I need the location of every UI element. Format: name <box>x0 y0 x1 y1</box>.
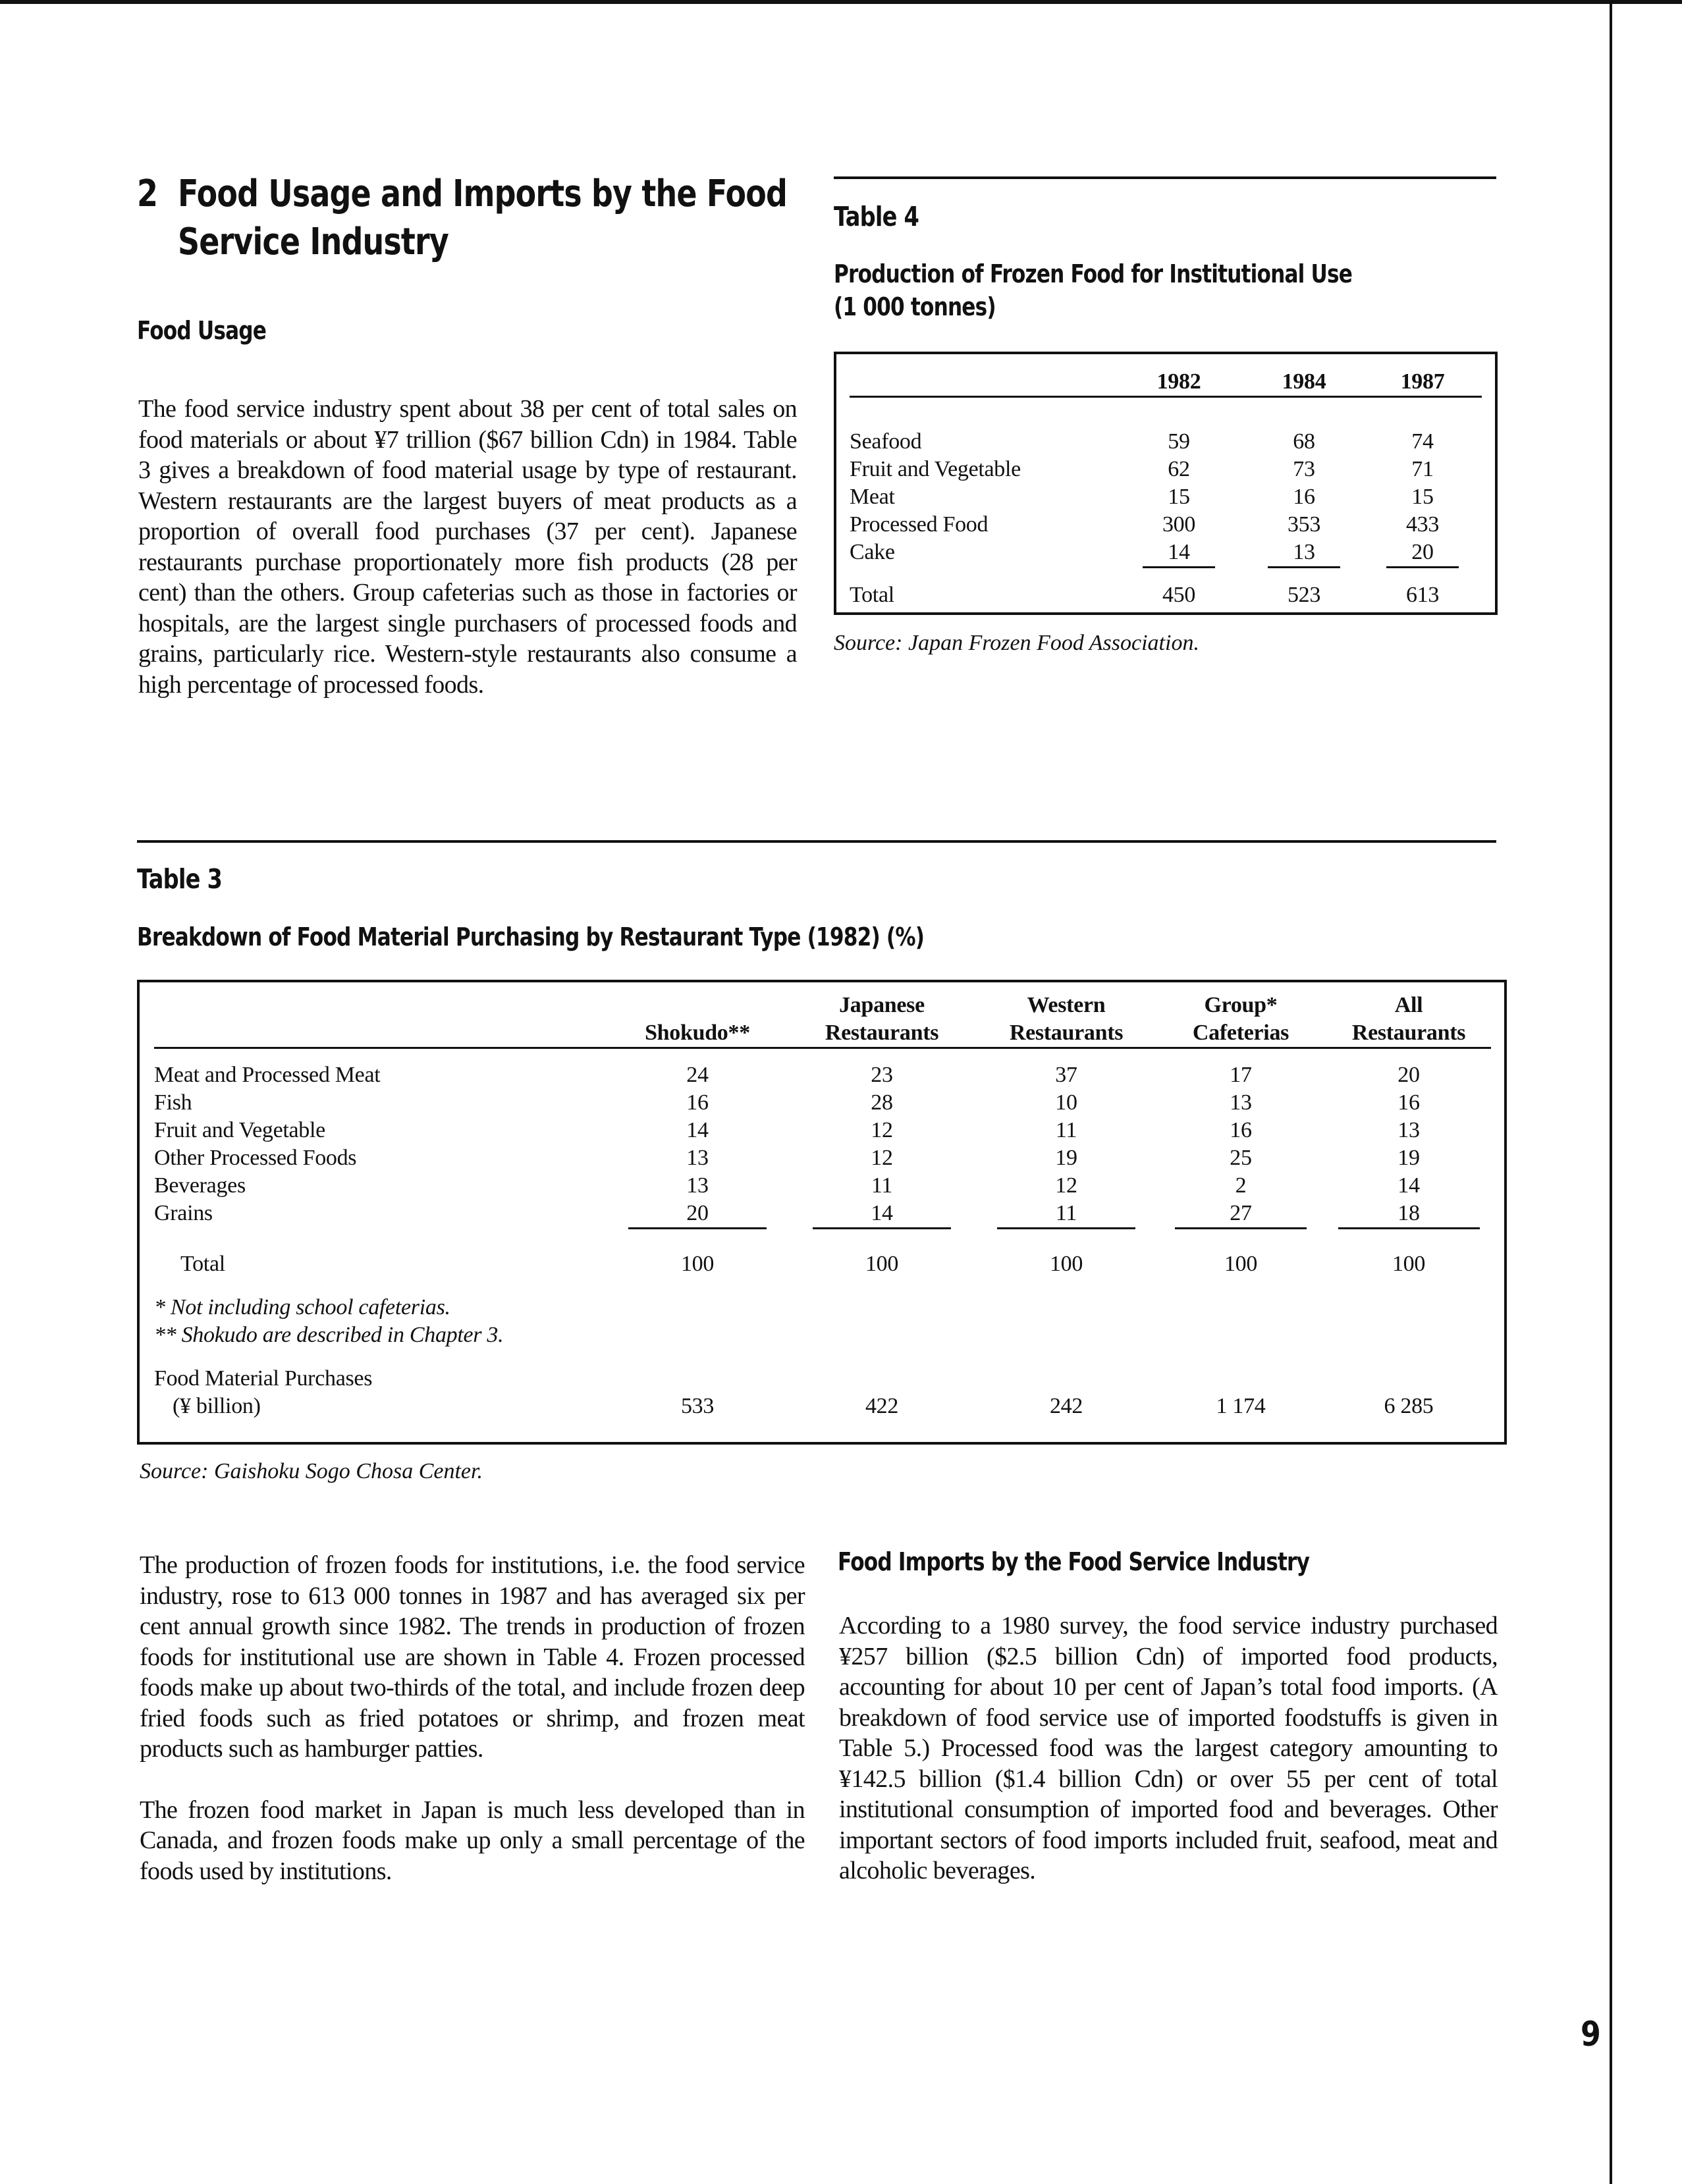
cell: 523 <box>1287 583 1321 607</box>
spacer <box>154 1349 1491 1365</box>
cell: 19 <box>1055 1145 1077 1170</box>
table-row-purchases <box>154 1393 1491 1420</box>
table4-col-1984: 1984 <box>1282 369 1326 394</box>
header-line2: Restaurants <box>1351 1021 1466 1045</box>
cell <box>977 1200 1155 1229</box>
cell: 25 <box>1230 1145 1252 1170</box>
table-row-total <box>154 1250 1491 1278</box>
table4-header-divider <box>850 396 1482 428</box>
food-usage-text <box>138 394 797 700</box>
table3-col-shokudo <box>609 992 786 1048</box>
cell <box>1245 539 1363 568</box>
cell: 68 <box>1293 429 1315 454</box>
cell: 59 <box>1168 429 1190 454</box>
cell <box>1155 1200 1326 1229</box>
table-row <box>850 539 1482 568</box>
row-label: Processed Food <box>850 512 989 537</box>
cell: 16 <box>1230 1117 1252 1142</box>
cell: 242 <box>1049 1393 1083 1418</box>
table3-box <box>137 980 1507 1445</box>
header-line1: Western <box>1027 993 1106 1017</box>
cell <box>1113 539 1245 568</box>
row-label: Total <box>180 1251 225 1276</box>
table3-top-rule <box>137 840 1496 843</box>
table4-header-empty <box>850 365 1113 396</box>
table3-label: Table 3 <box>137 863 223 895</box>
row-label: Fruit and Vegetable <box>154 1117 325 1142</box>
cell: 100 <box>865 1251 899 1276</box>
cell-value: 13 <box>1268 539 1340 568</box>
cell: 15 <box>1168 485 1190 509</box>
table4-col-1982: 1982 <box>1156 369 1201 394</box>
table-row <box>154 1117 1491 1144</box>
row-label: Seafood <box>850 429 922 454</box>
cell: 353 <box>1287 512 1321 537</box>
frozen-food-paragraph-1: The production of frozen foods for institutions, i.e. the food service industry, rose to 613 000 tonnes in 1987 and has averaged six per cent annual growth since 1982. The trends in production of frozen foods for institutional use are shown in Table 4. Frozen processed foods make up about two-thirds of the total, and include frozen deep fried foods such as fried potatoes or shrimp, and frozen meat products such as hamburger patties. <box>140 1551 805 1763</box>
table-row <box>154 1144 1491 1172</box>
spacer <box>850 568 1482 581</box>
page-right-border <box>1610 0 1612 2184</box>
cell: 433 <box>1405 512 1440 537</box>
cell: 16 <box>1293 485 1315 509</box>
cell: 100 <box>1392 1251 1426 1276</box>
table4-source: Source: Japan Frozen Food Association. <box>834 631 1199 655</box>
row-label: Meat and Processed Meat <box>154 1062 381 1087</box>
cell: 11 <box>1055 1117 1077 1142</box>
table4-col-1987: 1987 <box>1400 369 1445 394</box>
header-line2: Restaurants <box>1009 1021 1124 1045</box>
cell: 100 <box>680 1251 715 1276</box>
table-row <box>850 511 1482 539</box>
table3-header-divider <box>154 1048 1491 1061</box>
header-line2: Restaurants <box>825 1021 939 1045</box>
table3-col-all <box>1326 992 1491 1048</box>
cell: 17 <box>1230 1062 1252 1087</box>
table4-title-line1: Production of Frozen Food for Institutional Use <box>834 259 1353 288</box>
table3-col-group <box>1155 992 1326 1048</box>
cell: 6 285 <box>1384 1393 1434 1418</box>
table4-top-rule <box>834 176 1496 179</box>
table3-col-japanese <box>786 992 977 1048</box>
footnote-school-cafeterias: * Not including school cafeterias. <box>154 1294 450 1319</box>
cell: 62 <box>1168 457 1190 481</box>
section-title-line1: Food Usage and Imports by the Food <box>178 173 788 215</box>
table3-title: Breakdown of Food Material Purchasing by Restaurant Type (1982) (%) <box>137 922 925 951</box>
cell: 533 <box>680 1393 715 1418</box>
row-label: Cake <box>850 540 895 564</box>
frozen-food-text <box>140 1550 805 1886</box>
table3-header-empty <box>154 992 609 1048</box>
cell-value: 14 <box>813 1200 951 1229</box>
table-row <box>850 428 1482 456</box>
table-row <box>850 483 1482 511</box>
cell: 100 <box>1049 1251 1083 1276</box>
row-label: Grains <box>154 1200 213 1225</box>
frozen-food-paragraph-2: The frozen food market in Japan is much less developed than in Canada, and frozen foods make up only a small percentage of the foods used by institutions. <box>140 1796 805 1885</box>
cell <box>786 1200 977 1229</box>
footnote-shokudo: ** Shokudo are described in Chapter 3. <box>154 1322 504 1347</box>
cell: 16 <box>1397 1090 1420 1115</box>
spacer <box>154 1278 1491 1294</box>
cell: 14 <box>1397 1173 1420 1198</box>
spacer <box>154 1229 1491 1250</box>
cell <box>1363 539 1482 568</box>
row-label: Fish <box>154 1090 192 1115</box>
cell: 20 <box>1397 1062 1420 1087</box>
cell: 422 <box>865 1393 899 1418</box>
cell: 13 <box>1397 1117 1420 1142</box>
row-label: Total <box>850 583 894 607</box>
cell: 100 <box>1224 1251 1258 1276</box>
page-number: 9 <box>1581 2015 1601 2054</box>
food-imports-heading: Food Imports by the Food Service Industry <box>838 1547 1310 1576</box>
cell: 24 <box>686 1062 709 1087</box>
cell: 14 <box>686 1117 709 1142</box>
table4-box <box>834 352 1498 615</box>
cell: 23 <box>871 1062 893 1087</box>
row-label: Other Processed Foods <box>154 1145 357 1170</box>
cell-value: 14 <box>1143 539 1215 568</box>
cell: 19 <box>1397 1145 1420 1170</box>
cell: 11 <box>871 1173 893 1198</box>
cell: 74 <box>1411 429 1434 454</box>
table-row <box>154 1200 1491 1229</box>
cell: 15 <box>1411 485 1434 509</box>
cell: 73 <box>1293 457 1315 481</box>
cell: 2 <box>1235 1173 1247 1198</box>
cell: 13 <box>1230 1090 1252 1115</box>
cell-value: 27 <box>1175 1200 1307 1229</box>
food-usage-heading: Food Usage <box>137 316 267 345</box>
food-usage-paragraph: The food service industry spent about 38 per cent of total sales on food materials or about ¥7 trillion ($67 billion Cdn) in 1984. Table 3 gives a breakdown of food material usage by type of restaurant. Western restaurants are the largest buyers of meat products as a proportion of overall food purchases (37 per cent). Japanese restaurants purchase proportionately more fish products (28 per cent) than the others. Group cafeterias such as those in factories or hospitals, are the largest single purchasers of processed foods and grains, particularly rice. Western-style restaurants also consume a high percentage of processed foods. <box>138 395 797 699</box>
cell: 1 174 <box>1216 1393 1266 1418</box>
header-line1: All <box>1394 993 1423 1017</box>
table3 <box>154 992 1491 1420</box>
header-line1: Japanese <box>839 993 925 1017</box>
table4-label: Table 4 <box>834 201 919 232</box>
row-label: Fruit and Vegetable <box>850 457 1021 481</box>
cell: 450 <box>1162 583 1196 607</box>
table-row <box>154 1061 1491 1089</box>
page-top-border <box>0 0 1682 4</box>
cell: 71 <box>1411 457 1434 481</box>
table3-col-western <box>977 992 1155 1048</box>
purchases-label-line1: Food Material Purchases <box>154 1366 373 1391</box>
table4-title-line2: (1 000 tonnes) <box>834 292 996 321</box>
section-title-line2: Service Industry <box>178 221 448 263</box>
header-line2: Cafeterias <box>1192 1021 1289 1045</box>
cell: 37 <box>1055 1062 1077 1087</box>
cell: 13 <box>686 1145 709 1170</box>
cell-value: 20 <box>1386 539 1459 568</box>
header-line2: Shokudo** <box>645 1021 750 1045</box>
table3-source: Source: Gaishoku Sogo Chosa Center. <box>140 1459 483 1483</box>
cell <box>609 1200 786 1229</box>
cell: 12 <box>871 1117 893 1142</box>
table-row <box>850 456 1482 483</box>
cell: 12 <box>1055 1173 1077 1198</box>
cell: 13 <box>686 1173 709 1198</box>
table4 <box>850 365 1482 609</box>
cell: 10 <box>1055 1090 1077 1115</box>
cell: 300 <box>1162 512 1196 537</box>
cell-value: 20 <box>628 1200 767 1229</box>
cell: 613 <box>1405 583 1440 607</box>
cell-value: 18 <box>1338 1200 1480 1229</box>
table-row-total <box>850 581 1482 609</box>
food-imports-text <box>839 1611 1498 1886</box>
section-number: 2 <box>137 173 158 215</box>
table-row <box>154 1172 1491 1200</box>
cell: 28 <box>871 1090 893 1115</box>
cell: 12 <box>871 1145 893 1170</box>
food-imports-paragraph: According to a 1980 survey, the food service industry purchased ¥257 billion ($2.5 billion Cdn) of imported food products, accounting for about 10 per cent of Japan’s total food imports. (A breakdown of food service use of imported foodstuffs is given in Table 5.) Processed food was the largest category amounting to ¥142.5 billion ($1.4 billion Cdn) or over 55 per cent of total institutional consumption of imported food and beverages. Other important sectors of food imports included fruit, seafood, meat and alcoholic beverages. <box>839 1612 1498 1884</box>
cell <box>1326 1200 1491 1229</box>
header-line1: Group* <box>1204 993 1278 1017</box>
table-row <box>154 1089 1491 1117</box>
cell-value: 11 <box>997 1200 1135 1229</box>
row-label: Beverages <box>154 1173 246 1198</box>
cell: 16 <box>686 1090 709 1115</box>
row-label: Meat <box>850 485 895 509</box>
purchases-label-line2: (¥ billion) <box>173 1393 261 1418</box>
